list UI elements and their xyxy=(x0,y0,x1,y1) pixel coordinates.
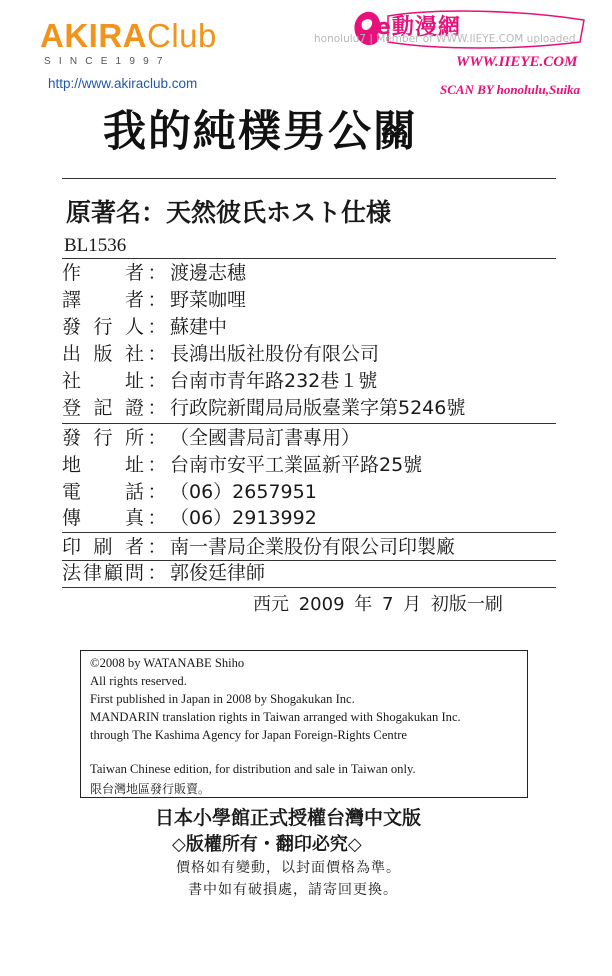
info-label: 電話 xyxy=(62,481,144,503)
info-separator: ： xyxy=(147,536,167,558)
info-row-translator xyxy=(62,287,246,313)
edition-date: 西元 2009 年 7 月 初版一刷 xyxy=(253,594,503,615)
logo-akira-text: AKIRA xyxy=(40,17,147,54)
logo-url: http://www.akiraclub.com xyxy=(48,76,198,91)
info-row-publisher-address xyxy=(62,368,377,394)
info-separator: ： xyxy=(147,454,167,476)
info-value: （06）2657951 xyxy=(170,481,317,503)
copyright-line: First published in Japan in 2008 by Shogakukan Inc. xyxy=(90,692,355,706)
info-value: 野菜咖哩 xyxy=(170,289,247,311)
info-value: （全國書局訂書專用） xyxy=(170,427,361,449)
info-separator: ： xyxy=(147,343,167,365)
copyright-line: through The Kashima Agency for Japan Foreign-Rights Centre xyxy=(90,728,407,742)
info-label: 社址 xyxy=(62,370,144,392)
copyright-line: Taiwan Chinese edition, for distribution and sale in Taiwan only. xyxy=(90,762,416,776)
info-row-author xyxy=(62,260,246,286)
authorized-edition: 日本小學館正式授權台灣中文版 xyxy=(155,807,422,829)
info-separator: ： xyxy=(147,316,167,338)
info-value: 渡邊志穗 xyxy=(170,262,247,284)
info-separator: ： xyxy=(147,427,167,449)
info-separator: ： xyxy=(147,507,167,529)
info-label: 譯者 xyxy=(62,289,144,311)
info-value: 長鴻出版社股份有限公司 xyxy=(170,343,380,365)
book-title: 我的純樸男公關 xyxy=(103,107,418,157)
rights-reserved: ◇版權所有・翻印必究◇ xyxy=(172,834,362,855)
logo-since: SINCE1997 xyxy=(44,56,171,67)
copyright-line: ©2008 by WATANABE Shiho xyxy=(90,656,245,670)
info-value: 台南市安平工業區新平路25號 xyxy=(170,454,423,476)
info-separator: ： xyxy=(147,562,167,584)
info-value: （06）2913992 xyxy=(170,507,317,529)
watermark-uploader-text: honolulu7 | Member of WWW.IIEYE.COM uploaded xyxy=(314,33,576,45)
info-label: 發行人 xyxy=(62,316,144,338)
copyright-line: All rights reserved. xyxy=(90,674,187,688)
divider-title xyxy=(62,178,556,179)
info-value: 蘇建中 xyxy=(170,316,228,338)
info-value: 南一書局企業股份有限公司印製廠 xyxy=(170,536,456,558)
info-separator: ： xyxy=(147,481,167,503)
watermark-banner-text: e動漫網 xyxy=(376,15,461,40)
info-row-publisher xyxy=(62,341,379,367)
info-label: 登記證 xyxy=(62,397,144,419)
damage-note: 書中如有破損處，請寄回更換。 xyxy=(188,882,398,898)
book-code: BL1536 xyxy=(64,235,127,256)
divider-distributor xyxy=(62,532,556,533)
copyright-line: MANDARIN translation rights in Taiwan arranged with Shogakukan Inc. xyxy=(90,710,461,724)
price-note: 價格如有變動，以封面價格為準。 xyxy=(176,860,401,876)
akira-club-logo xyxy=(40,17,217,91)
info-row-fax xyxy=(62,505,317,531)
divider-code xyxy=(62,258,556,259)
info-separator: ： xyxy=(147,370,167,392)
copyright-box xyxy=(80,650,528,798)
logo-wordmark xyxy=(40,18,217,54)
watermark-site: WWW.IIEYE.COM xyxy=(456,54,578,70)
info-row-distributor-address xyxy=(62,452,422,478)
info-label: 出版社 xyxy=(62,343,144,365)
watermark-scan-credit: SCAN BY honolulu,Suika xyxy=(440,82,581,97)
info-separator: ： xyxy=(147,289,167,311)
info-label: 地址 xyxy=(62,454,144,476)
info-row-publisher-person xyxy=(62,314,227,340)
info-label: 傳真 xyxy=(62,507,144,529)
info-label: 作者 xyxy=(62,262,144,284)
copyright-line: 限台灣地區發行販賣。 xyxy=(90,782,211,796)
info-row-phone xyxy=(62,479,317,505)
info-row-legal xyxy=(62,560,265,586)
info-label: 發行所 xyxy=(62,427,144,449)
info-row-distributor xyxy=(62,425,360,451)
info-value: 台南市青年路232巷１號 xyxy=(170,370,378,392)
info-value: 郭俊廷律師 xyxy=(170,562,266,584)
info-label: 法律顧問 xyxy=(62,562,144,584)
info-row-registration xyxy=(62,395,465,421)
original-title: 原著名：天然彼氏ホスト仕様 xyxy=(66,198,392,227)
info-separator: ： xyxy=(147,397,167,419)
divider-legal xyxy=(62,587,556,588)
info-row-printer xyxy=(62,534,455,560)
info-separator: ： xyxy=(147,262,167,284)
info-value: 行政院新聞局局版臺業字第5246號 xyxy=(170,397,466,419)
logo-club-text: Club xyxy=(147,17,217,54)
divider-publisher xyxy=(62,423,556,424)
info-label: 印刷者 xyxy=(62,536,144,558)
